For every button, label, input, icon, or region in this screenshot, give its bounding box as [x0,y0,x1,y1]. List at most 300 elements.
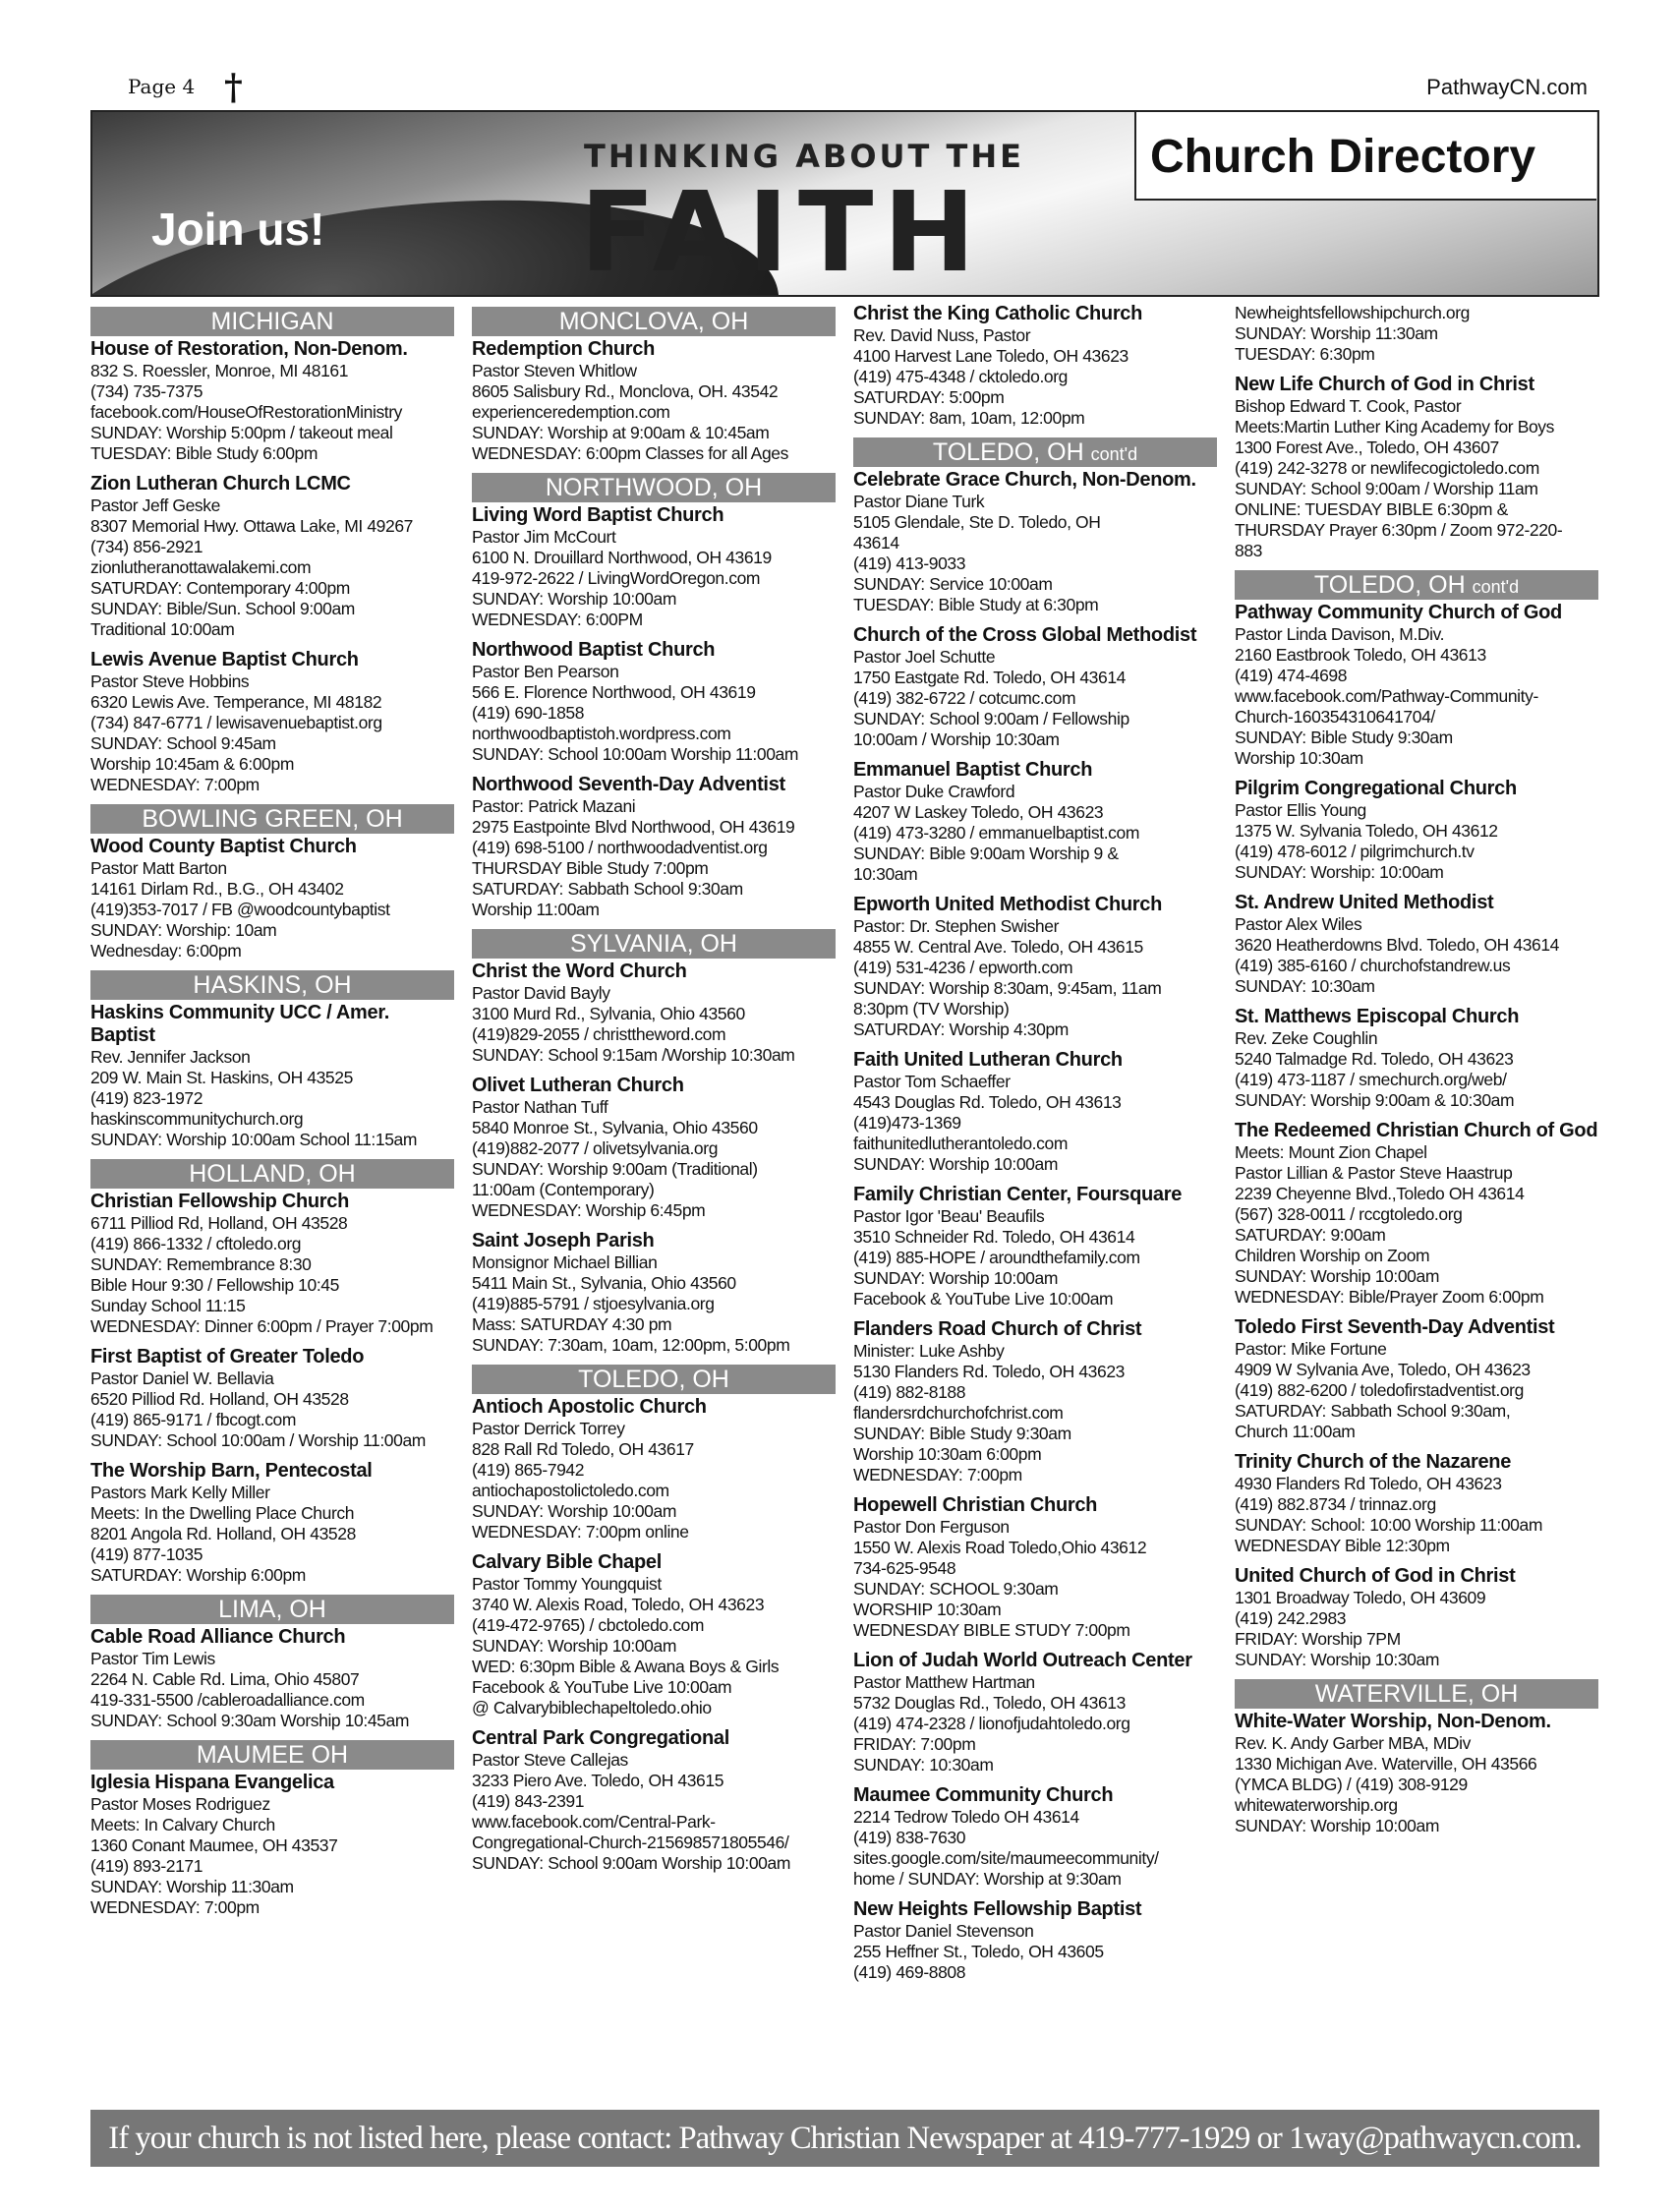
church-entry [472,960,836,1066]
church-entry [853,303,1217,429]
section-title: NORTHWOOD, OH [545,474,763,501]
church-detail: 255 Heffner St., Toledo, OH 43605 [853,1942,1104,1961]
church-detail: SUNDAY: Worship 10:00am [853,1154,1059,1174]
church-detail: Pastors Mark Kelly Miller [90,1483,270,1502]
church-detail: SUNDAY: 8am, 10am, 12:00pm [853,408,1085,428]
church-detail: SUNDAY: Worship 10:00am [472,1501,677,1521]
church-name: Trinity Church of the Nazarene [1235,1451,1512,1473]
church-detail: Rev. David Nuss, Pastor [853,325,1031,345]
church-entry [90,1626,454,1731]
church-detail: SUNDAY: School 9:45am [90,733,276,753]
church-detail: Traditional 10:00am [90,619,235,639]
church-detail: SUNDAY: School 9:15am /Worship 10:30am [472,1045,795,1065]
church-detail: 3620 Heatherdowns Blvd. Toledo, OH 43614 [1235,935,1560,955]
church-detail: haskinscommunitychurch.org [90,1109,304,1129]
section-header [90,1159,454,1189]
church-detail: WEDNESDAY: Dinner 6:00pm / Prayer 7:00pm [90,1316,434,1336]
church-detail: TUESDAY: 6:30pm [1235,344,1375,364]
church-detail: (419) 469-8808 [853,1962,966,1982]
church-entry [90,1346,454,1451]
church-detail: TUESDAY: Bible Study at 6:30pm [853,595,1099,614]
church-detail: Pastor Tommy Youngquist [472,1574,662,1594]
church-detail: SUNDAY: School 9:30am Worship 10:45am [90,1711,410,1730]
church-detail: SUNDAY: Worship: 10:00am [1235,862,1444,882]
church-detail: (419) 690-1858 [472,703,585,723]
church-detail: 5732 Douglas Rd., Toledo, OH 43613 [853,1693,1126,1713]
church-detail: WEDNESDAY: 6:00pm Classes for all Ages [472,443,788,463]
church-entry [853,759,1217,885]
church-entry [1235,1120,1598,1308]
church-detail: Pastor Diane Turk [853,492,985,511]
church-detail: SUNDAY: 10:30am [1235,976,1375,996]
church-detail: 6320 Lewis Ave. Temperance, MI 48182 [90,692,382,712]
church-detail: 10:00am / Worship 10:30am [853,729,1060,749]
church-name: Living Word Baptist Church [472,504,724,526]
church-detail: Pastor Jim McCourt [472,527,616,547]
church-detail: WEDNESDAY: 7:00pm [853,1465,1022,1484]
church-detail: SATURDAY: 5:00pm [853,387,1005,407]
church-detail: 43614 [853,533,899,553]
section-header [90,1595,454,1624]
church-detail: SUNDAY: 7:30am, 10am, 12:00pm, 5:00pm [472,1335,790,1355]
church-entry [853,1184,1217,1310]
church-name: The Worship Barn, Pentecostal [90,1460,373,1482]
section-header [90,307,454,336]
church-name: The Redeemed Christian Church of God [1235,1120,1598,1141]
church-detail: SUNDAY: Worship 10:00am School 11:15am [90,1130,418,1149]
church-detail: Worship 10:45am & 6:00pm [90,754,294,774]
church-detail: SUNDAY: School 10:00am / Worship 11:00am [90,1430,426,1450]
church-name: Wood County Baptist Church [90,836,357,857]
church-detail: 419-331-5500 /cableroadalliance.com [90,1690,365,1710]
church-detail: 734-625-9548 [853,1558,956,1578]
church-detail: Worship 11:00am [472,900,600,919]
church-detail: SATURDAY: 9:00am [1235,1225,1386,1245]
church-detail: 4855 W. Central Ave. Toledo, OH 43615 [853,937,1143,957]
church-detail: SATURDAY: Sabbath School 9:30am [472,879,743,899]
church-detail: SUNDAY: School 9:00am Worship 10:00am [472,1853,791,1873]
church-detail: 1360 Conant Maumee, OH 43537 [90,1835,338,1855]
church-detail: WEDNESDAY: 7:00pm [90,1897,260,1917]
church-detail: WORSHIP 10:30am [853,1600,1002,1619]
church-detail: SUNDAY: Worship 10:00am [472,589,677,609]
church-name: Iglesia Hispana Evangelica [90,1772,334,1793]
church-detail: Pastor Joel Schutte [853,647,996,667]
church-detail: (419) 475-4348 / cktoledo.org [853,367,1068,386]
church-entry [90,1191,454,1337]
church-detail: Meets: In Calvary Church [90,1815,275,1834]
church-detail: Pastor Lillian & Pastor Steve Haastrup [1235,1163,1513,1183]
directory-column-4 [1235,303,1598,1845]
church-detail: SUNDAY: School 9:00am / Fellowship [853,709,1129,728]
church-entry [472,504,836,630]
section-title: TOLEDO, OH [932,438,1084,466]
church-detail: 2214 Tedrow Toledo OH 43614 [853,1807,1079,1827]
site-name: PathwayCN.com [1426,75,1588,99]
church-detail: 5840 Monroe St., Sylvania, Ohio 43560 [472,1118,758,1137]
section-continued: cont'd [1090,444,1138,464]
church-name: Calvary Bible Chapel [472,1551,662,1573]
church-entry [853,894,1217,1040]
church-detail: (419) 865-9171 / fbcogt.com [90,1410,297,1429]
church-detail: 1300 Forest Ave., Toledo, OH 43607 [1235,437,1499,457]
church-detail: (419) 885-HOPE / aroundthefamily.com [853,1248,1140,1267]
church-detail: 6100 N. Drouillard Northwood, OH 43619 [472,548,772,567]
section-title: MAUMEE OH [196,1741,349,1769]
section-header [90,804,454,834]
church-detail: 4207 W Laskey Toledo, OH 43623 [853,802,1104,822]
church-detail: (419) 893-2171 [90,1856,203,1876]
church-detail: (734) 847-6771 / lewisavenuebaptist.org [90,713,382,732]
church-detail: whitewaterworship.org [1235,1795,1398,1815]
join-us-text: Join us! [151,204,325,255]
church-detail: (419) 877-1035 [90,1544,203,1564]
church-detail: Pastor Matthew Hartman [853,1672,1035,1692]
church-detail: (419) 882.8734 / trinnaz.org [1235,1494,1436,1514]
church-entry [472,1075,836,1221]
church-name: Olivet Lutheran Church [472,1075,684,1096]
church-detail: (419)353-7017 / FB @woodcountybaptist [90,900,390,919]
church-detail: Pastor Tom Schaeffer [853,1072,1011,1091]
church-detail: Congregational-Church-215698571805546/ [472,1833,789,1852]
church-detail: Pastor Steve Hobbins [90,671,250,691]
church-detail: (419)829-2055 / christtheword.com [472,1024,726,1044]
church-detail: Pastor Linda Davison, M.Div. [1235,624,1445,644]
church-entry [853,624,1217,750]
church-detail: Pastor Nathan Tuff [472,1097,608,1117]
church-name: White-Water Worship, Non-Denom. [1235,1711,1551,1732]
church-name: St. Andrew United Methodist [1235,892,1494,913]
church-detail: THURSDAY Prayer 6:30pm / Zoom 972-220- [1235,520,1563,540]
church-name: Lewis Avenue Baptist Church [90,649,359,670]
church-detail: 883 [1235,541,1262,560]
church-detail: 8:30pm (TV Worship) [853,999,1010,1019]
church-detail: SUNDAY: Bible Study 9:30am [1235,728,1453,747]
church-entry [853,1049,1217,1175]
church-detail: Pastor Don Ferguson [853,1517,1010,1537]
church-detail: Mass: SATURDAY 4:30 pm [472,1314,672,1334]
church-detail: 4909 W Sylvania Ave, Toledo, OH 43623 [1235,1360,1531,1379]
church-detail: 4543 Douglas Rd. Toledo, OH 43613 [853,1092,1122,1112]
church-detail: FRIDAY: Worship 7PM [1235,1629,1401,1649]
church-detail: Pastor David Bayly [472,983,610,1003]
church-detail: SUNDAY: Bible 9:00am Worship 9 & [853,844,1119,863]
church-detail: 1330 Michigan Ave. Waterville, OH 43566 [1235,1754,1537,1774]
church-detail: FRIDAY: 7:00pm [853,1734,976,1754]
church-entry [90,836,454,961]
church-detail: (419) 882-6200 / toledofirstadventist.org [1235,1380,1524,1400]
church-name: Northwood Baptist Church [472,639,716,661]
church-entry [853,1650,1217,1775]
church-detail: 2160 Eastbrook Toledo, OH 43613 [1235,645,1486,665]
church-detail: 828 Rall Rd Toledo, OH 43617 [472,1439,694,1459]
church-detail: (419) 413-9033 [853,553,966,573]
church-detail: (419) 882-8188 [853,1382,966,1402]
church-detail: Children Worship on Zoom [1235,1246,1430,1265]
church-detail: 5240 Talmadge Rd. Toledo, OH 43623 [1235,1049,1514,1069]
church-name: New Heights Fellowship Baptist [853,1898,1142,1920]
church-detail: facebook.com/HouseOfRestorationMinistry [90,402,403,422]
church-detail: Rev. Jennifer Jackson [90,1047,251,1067]
church-entry [1235,1565,1598,1670]
church-detail: SUNDAY: Worship 5:00pm / takeout meal [90,423,393,442]
church-detail: (734) 735-7375 [90,381,203,401]
church-entry [1235,1711,1598,1836]
church-detail: WEDNESDAY: 7:00pm online [472,1522,689,1542]
church-detail: Pastor: Dr. Stephen Swisher [853,916,1060,936]
church-name: New Life Church of God in Christ [1235,374,1534,395]
cross-icon: † [224,67,243,108]
church-name: Christian Fellowship Church [90,1191,350,1212]
church-detail: sites.google.com/site/maumeecommunity/ [853,1848,1159,1868]
church-name: Faith United Lutheran Church [853,1049,1123,1071]
church-detail: (419) 843-2391 [472,1791,585,1811]
church-detail: faithunitedlutherantoledo.com [853,1134,1069,1153]
church-name: House of Restoration, Non-Denom. [90,338,408,360]
church-entry [472,1551,836,1718]
church-detail: (419) 698-5100 / northwoodadventist.org [472,838,768,857]
church-detail: SUNDAY: Worship 10:00am [853,1268,1059,1288]
church-detail: SUNDAY: SCHOOL 9:30am [853,1579,1059,1599]
section-title: HOLLAND, OH [189,1160,356,1188]
church-entry [853,1494,1217,1641]
church-entry [1235,303,1598,365]
church-detail: SUNDAY: Worship 8:30am, 9:45am, 11am [853,978,1162,998]
church-detail: WEDNESDAY: Bible/Prayer Zoom 6:00pm [1235,1287,1544,1307]
church-detail: experienceredemption.com [472,402,670,422]
church-detail: THURSDAY Bible Study 7:00pm [472,858,709,878]
church-name: Zion Lutheran Church LCMC [90,473,351,495]
church-detail: (419) 531-4236 / epworth.com [853,958,1073,977]
church-detail: 1550 W. Alexis Road Toledo,Ohio 43612 [853,1538,1147,1557]
church-detail: 8201 Angola Rd. Holland, OH 43528 [90,1524,356,1543]
church-detail: www.facebook.com/Central-Park- [472,1812,716,1832]
church-detail: SUNDAY: Bible/Sun. School 9:00am [90,599,355,618]
church-detail: Worship 10:30am 6:00pm [853,1444,1042,1464]
church-detail: Pastor Igor 'Beau' Beaufils [853,1206,1045,1226]
church-detail: 4930 Flanders Rd Toledo, OH 43623 [1235,1474,1502,1493]
church-detail: WEDNESDAY BIBLE STUDY 7:00pm [853,1620,1130,1640]
church-name: Christ the Word Church [472,960,687,982]
church-detail: 832 S. Roessler, Monroe, MI 48161 [90,361,349,380]
church-detail: Pastor: Mike Fortune [1235,1339,1387,1359]
church-entry [90,649,454,795]
church-detail: 3100 Murd Rd., Sylvania, Ohio 43560 [472,1004,745,1023]
church-detail: SUNDAY: Worship 9:00am & 10:30am [1235,1090,1515,1110]
church-entry [90,1002,454,1150]
church-detail: Pastor Matt Barton [90,858,227,878]
church-detail: 2239 Cheyenne Blvd.,Toledo OH 43614 [1235,1184,1525,1203]
church-detail: Pastor Alex Wiles [1235,914,1362,934]
church-entry [472,639,836,765]
church-detail: SUNDAY: Service 10:00am [853,574,1053,594]
section-title: MICHIGAN [210,308,334,335]
church-detail: (419)882-2077 / olivetsylvania.org [472,1138,719,1158]
church-name: Toledo First Seventh-Day Adventist [1235,1316,1555,1338]
church-entry [472,1396,836,1543]
church-detail: Bishop Edward T. Cook, Pastor [1235,396,1462,416]
directory-column-2 [472,303,836,1883]
church-name: Christ the King Catholic Church [853,303,1143,324]
church-detail: (419) 838-7630 [853,1828,966,1847]
church-detail: 3233 Piero Ave. Toledo, OH 43615 [472,1771,724,1790]
church-detail: 6520 Pilliod Rd. Holland, OH 43528 [90,1389,349,1409]
section-header [472,307,836,336]
church-entry [90,1772,454,1918]
church-detail: Pastor Daniel W. Bellavia [90,1368,274,1388]
church-detail: 8605 Salisbury Rd., Monclova, OH. 43542 [472,381,779,401]
section-header [472,473,836,502]
church-detail: SUNDAY: School 9:00am / Worship 11am [1235,479,1538,498]
church-detail: 14161 Dirlam Rd., B.G., OH 43402 [90,879,344,899]
church-detail: Meets:Martin Luther King Academy for Boys [1235,417,1555,437]
church-detail: 5105 Glendale, Ste D. Toledo, OH [853,512,1101,532]
church-detail: 1375 W. Sylvania Toledo, OH 43612 [1235,821,1498,841]
section-title: MONCLOVA, OH [558,308,749,335]
church-detail: WED: 6:30pm Bible & Awana Boys & Girls [472,1657,780,1676]
church-entry [472,1727,836,1874]
banner [90,110,1599,297]
church-entry [1235,1316,1598,1442]
church-entry [472,1230,836,1356]
church-detail: Newheightsfellowshipchurch.org [1235,303,1470,322]
page-header [118,67,1588,106]
section-header [90,970,454,1000]
church-name: Epworth United Methodist Church [853,894,1163,915]
section-header [472,929,836,959]
church-name: Saint Joseph Parish [472,1230,655,1252]
church-detail: Rev. Zeke Coughlin [1235,1028,1378,1048]
church-name: Hopewell Christian Church [853,1494,1098,1516]
church-detail: SUNDAY: Remembrance 8:30 [90,1254,312,1274]
church-detail: SATURDAY: Contemporary 4:00pm [90,578,350,598]
section-header [90,1740,454,1770]
church-detail: Pastor Daniel Stevenson [853,1921,1034,1941]
church-name: Northwood Seventh-Day Adventist [472,774,785,795]
church-name: Cable Road Alliance Church [90,1626,346,1648]
church-detail: (419) 478-6012 / pilgrimchurch.tv [1235,842,1475,861]
church-name: St. Matthews Episcopal Church [1235,1006,1520,1027]
church-detail: SUNDAY: Worship: 10am [90,920,277,940]
church-detail: flandersrdchurchofchrist.com [853,1403,1064,1423]
church-detail: (419) 474-4698 [1235,666,1348,685]
church-entry [90,473,454,640]
church-name: Haskins Community UCC / Amer. Baptist [90,1002,389,1046]
church-entry [853,469,1217,615]
church-detail: (419) 473-3280 / emmanuelbaptist.com [853,823,1140,843]
church-detail: (419) 474-2328 / lionofjudahtoledo.org [853,1714,1130,1733]
church-detail: SUNDAY: School 10:00am Worship 11:00am [472,744,799,764]
church-detail: SATURDAY: Worship 4:30pm [853,1019,1069,1039]
section-header [472,1365,836,1394]
church-detail: SATURDAY: Sabbath School 9:30am, [1235,1401,1511,1421]
section-title: TOLEDO, OH [1313,571,1466,599]
church-detail: @ Calvarybiblechapeltoledo.ohio [472,1698,712,1717]
church-detail: (419) 473-1187 / smechurch.org/web/ [1235,1070,1507,1089]
section-continued: cont'd [1472,577,1520,597]
church-detail: (419-472-9765) / cbctoledo.com [472,1615,705,1635]
church-detail: 2975 Eastpointe Blvd Northwood, OH 43619 [472,817,795,837]
church-name: Antioch Apostolic Church [472,1396,707,1418]
church-detail: 1301 Broadway Toledo, OH 43609 [1235,1588,1486,1607]
church-detail: (419) 385-6160 / churchofstandrew.us [1235,956,1511,975]
church-detail: SUNDAY: 10:30am [853,1755,994,1775]
church-entry [853,1318,1217,1485]
church-name: First Baptist of Greater Toledo [90,1346,365,1368]
church-entry [1235,374,1598,561]
directory-title-box [1134,112,1596,201]
church-detail: WEDNESDAY: 6:00PM [472,610,643,629]
section-title: BOWLING GREEN, OH [142,805,403,833]
church-detail: (YMCA BLDG) / (419) 308-9129 [1235,1775,1468,1794]
church-detail: Worship 10:30am [1235,748,1363,768]
church-entry [472,774,836,920]
church-detail: SUNDAY: Worship 10:00am [1235,1266,1440,1286]
church-detail: antiochapostolictoledo.com [472,1481,669,1500]
church-name: Emmanuel Baptist Church [853,759,1093,781]
church-detail: Pastor Ben Pearson [472,662,619,681]
church-detail: (419) 866-1332 / cftoledo.org [90,1234,302,1253]
church-detail: 209 W. Main St. Haskins, OH 43525 [90,1068,353,1087]
church-detail: WEDNESDAY: 7:00pm [90,775,260,794]
church-detail: Bible Hour 9:30 / Fellowship 10:45 [90,1275,339,1295]
church-detail: (419) 823-1972 [90,1088,203,1108]
church-detail: SATURDAY: Worship 6:00pm [90,1565,306,1585]
church-detail: Pastor Jeff Geske [90,495,220,515]
church-detail: Pastor Ellis Young [1235,800,1366,820]
contact-footer: If your church is not listed here, please contact: Pathway Christian Newspaper at 419-777-1929 or 1way@pathwaycn.com. [90,2110,1599,2167]
church-detail: SUNDAY: Worship 11:30am [90,1877,294,1896]
church-detail: Facebook & YouTube Live 10:00am [853,1289,1114,1309]
church-name: Flanders Road Church of Christ [853,1318,1142,1340]
church-detail: SUNDAY: Worship 10:00am [1235,1816,1440,1835]
church-detail: SUNDAY: Bible Study 9:30am [853,1424,1071,1443]
church-detail: Rev. K. Andy Garber MBA, MDiv [1235,1733,1471,1753]
church-detail: SUNDAY: Worship 10:30am [1235,1650,1440,1669]
church-detail: Sunday School 11:15 [90,1296,246,1315]
church-name: Pilgrim Congregational Church [1235,778,1517,799]
church-detail: Pastor: Patrick Mazani [472,796,636,816]
church-detail: SUNDAY: Worship 10:00am [472,1636,677,1656]
faith-logo: FAITH [580,169,986,297]
church-name: Family Christian Center, Foursquare [853,1184,1183,1205]
church-entry [1235,1006,1598,1111]
church-detail: Wednesday: 6:00pm [90,941,242,960]
church-entry [472,338,836,464]
church-detail: (419) 242-3278 or newlifecogictoledo.com [1235,458,1539,478]
church-detail: ONLINE: TUESDAY BIBLE 6:30pm & [1235,499,1508,519]
church-name: Pathway Community Church of God [1235,602,1562,623]
church-name: Church of the Cross Global Methodist [853,624,1197,646]
church-detail: 2264 N. Cable Rd. Lima, Ohio 45807 [90,1669,360,1689]
section-header [1235,1679,1598,1709]
church-detail: 6711 Pilliod Rd, Holland, OH 43528 [90,1213,348,1233]
church-detail: Pastor Moses Rodriguez [90,1794,270,1814]
church-detail: Facebook & YouTube Live 10:00am [472,1677,732,1697]
church-detail: northwoodbaptistoh.wordpress.com [472,724,731,743]
thinking-about-text: THINKING ABOUT THE [584,138,1024,175]
church-entry [90,1460,454,1586]
church-detail: zionlutheranottawalakemi.com [90,557,312,577]
church-detail: (419) 865-7942 [472,1460,585,1480]
church-detail: Monsignor Michael Billian [472,1252,658,1272]
church-detail: Pastor Duke Crawford [853,782,1015,801]
section-title: SYLVANIA, OH [570,930,737,958]
church-entry [853,1784,1217,1890]
church-detail: SUNDAY: Worship at 9:00am & 10:45am [472,423,770,442]
church-detail: Church 11:00am [1235,1422,1356,1441]
page-number: Page 4 [128,75,196,98]
